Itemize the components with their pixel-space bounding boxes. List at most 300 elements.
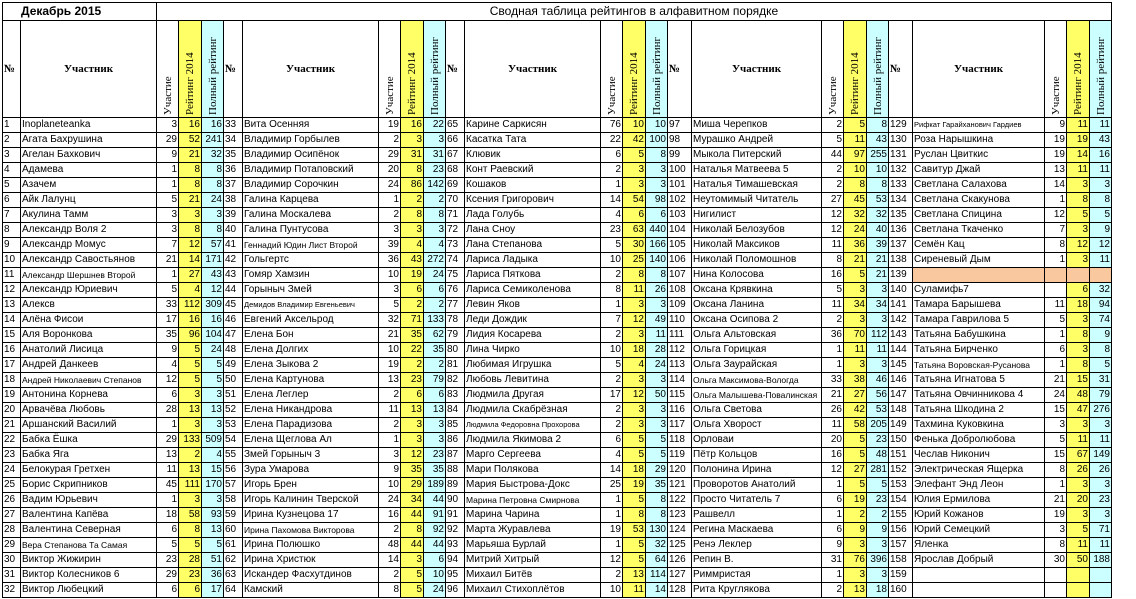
rating-2014: 19 — [1067, 133, 1090, 148]
rating-2014: 34 — [844, 298, 867, 313]
row-number: 125 — [668, 538, 692, 553]
full-rating: 11 — [1090, 118, 1112, 133]
full-rating: 74 — [1090, 313, 1112, 328]
row-number: 39 — [224, 208, 243, 223]
col-rating2014-header: Рейтинг 2014 — [179, 21, 202, 118]
row-number: 115 — [668, 388, 692, 403]
rating-2014: 53 — [623, 523, 646, 538]
participant-name: Людмила Якимова 2 — [465, 433, 601, 448]
rating-2014: 3 — [623, 403, 646, 418]
row-number: 121 — [668, 478, 692, 493]
full-rating: 35 — [646, 478, 668, 493]
table-row — [3, 208, 1112, 223]
participation-count: 5 — [1045, 313, 1067, 328]
participant-name: Елена Зыкова 2 — [243, 358, 379, 373]
full-rating: 23 — [1090, 493, 1112, 508]
full-rating: 53 — [867, 193, 889, 208]
participation-count: 24 — [379, 178, 401, 193]
participant-name: Ольга Хворост — [692, 418, 822, 433]
row-number: 94 — [446, 553, 465, 568]
col-name-header: Участник — [243, 21, 379, 118]
rating-2014: 8 — [179, 223, 202, 238]
table-row — [3, 193, 1112, 208]
participation-count: 21 — [157, 253, 179, 268]
row-number: 151 — [889, 448, 913, 463]
participation-count: 8 — [1045, 463, 1067, 478]
participation-count: 19 — [379, 358, 401, 373]
rating-2014: 3 — [1067, 343, 1090, 358]
participation-count: 31 — [822, 553, 844, 568]
rating-2014: 12 — [623, 313, 646, 328]
participation-count: 13 — [379, 373, 401, 388]
full-rating: 6 — [424, 388, 446, 403]
participant-name: Александр Воля 2 — [21, 223, 157, 238]
rating-2014 — [1067, 268, 1090, 283]
row-number: 70 — [446, 193, 465, 208]
participant-name: Inoplaneteanka — [21, 118, 157, 133]
rating-2014: 50 — [1067, 553, 1090, 568]
rating-2014: 31 — [401, 148, 424, 163]
table-row — [3, 583, 1112, 598]
participation-count: 8 — [379, 583, 401, 598]
table-row — [3, 148, 1112, 163]
full-rating: 71 — [1090, 523, 1112, 538]
participation-count: 6 — [157, 523, 179, 538]
row-number: 156 — [889, 523, 913, 538]
row-number: 75 — [446, 268, 465, 283]
participation-count: 10 — [379, 478, 401, 493]
rating-2014: 5 — [844, 478, 867, 493]
row-number: 159 — [889, 568, 913, 583]
row-number: 76 — [446, 283, 465, 298]
full-rating: 6 — [424, 553, 446, 568]
rating-2014: 11 — [1067, 433, 1090, 448]
rating-2014: 63 — [623, 223, 646, 238]
participation-count: 2 — [379, 388, 401, 403]
rating-2014: 25 — [623, 253, 646, 268]
row-number: 25 — [3, 478, 21, 493]
participant-name: Элефант Энд Леон — [913, 478, 1045, 493]
participation-count: 1 — [601, 508, 623, 523]
participation-count: 23 — [157, 553, 179, 568]
participant-name: Владимир Сорочкин — [243, 178, 379, 193]
col-rating2014-header: Рейтинг 2014 — [623, 21, 646, 118]
participant-name: Татьяна Шкодина 2 — [913, 403, 1045, 418]
full-rating: 309 — [202, 298, 224, 313]
table-row — [3, 403, 1112, 418]
rating-2014: 11 — [1067, 118, 1090, 133]
rating-2014: 36 — [844, 238, 867, 253]
participant-name: Татьяна Бирченко — [913, 343, 1045, 358]
participant-name: Акулина Тамм — [21, 208, 157, 223]
participant-name: Суламифь7 — [913, 283, 1045, 298]
full-rating: 93 — [202, 508, 224, 523]
participant-name: Александр Шершнев Второй — [21, 268, 157, 283]
rating-2014: 9 — [844, 523, 867, 538]
table-row — [3, 568, 1112, 583]
row-number: 38 — [224, 193, 243, 208]
participant-name: Евгений Аксельрод — [243, 313, 379, 328]
rating-2014: 5 — [844, 268, 867, 283]
rating-2014: 3 — [844, 538, 867, 553]
full-rating: 2 — [424, 193, 446, 208]
participant-name: Бабка Ёшка — [21, 433, 157, 448]
col-participation-header: Участие — [601, 21, 623, 118]
participation-count: 2 — [379, 208, 401, 223]
participant-name: Рита Кругляковa — [692, 583, 822, 598]
full-rating: 23 — [424, 448, 446, 463]
full-rating: 3 — [424, 433, 446, 448]
full-rating: 114 — [646, 568, 668, 583]
row-number: 7 — [3, 208, 21, 223]
participant-name: Михаил Битёв — [465, 568, 601, 583]
rating-2014: 5 — [401, 568, 424, 583]
participant-name: Ольга Малышева-Повалинская — [692, 388, 822, 403]
rating-2014: 3 — [1067, 508, 1090, 523]
rating-2014: 5 — [179, 358, 202, 373]
row-number: 37 — [224, 178, 243, 193]
row-number: 89 — [446, 478, 465, 493]
full-rating: 142 — [424, 178, 446, 193]
rating-2014: 22 — [401, 343, 424, 358]
participation-count: 11 — [822, 238, 844, 253]
table-row — [3, 118, 1112, 133]
participant-name: Агата Бахрушина — [21, 133, 157, 148]
participant-name: Виктор Колесников 6 — [21, 568, 157, 583]
row-number: 81 — [446, 358, 465, 373]
row-number: 93 — [446, 538, 465, 553]
participant-name: Неутомимый Читатель — [692, 193, 822, 208]
participant-name: Арвачёва Любовь — [21, 403, 157, 418]
row-number: 128 — [668, 583, 692, 598]
full-rating: 11 — [1090, 163, 1112, 178]
row-number: 54 — [224, 433, 243, 448]
participation-count: 12 — [1045, 208, 1067, 223]
rating-2014: 3 — [401, 418, 424, 433]
participant-name: Клювик — [465, 148, 601, 163]
full-rating: 4 — [202, 448, 224, 463]
participation-count: 9 — [822, 538, 844, 553]
rating-2014: 16 — [179, 118, 202, 133]
participation-count: 2 — [601, 373, 623, 388]
participation-count: 29 — [157, 433, 179, 448]
participant-name: Регина Маскаева — [692, 523, 822, 538]
participant-name: Тамара Барышева — [913, 298, 1045, 313]
row-number: 152 — [889, 463, 913, 478]
full-rating: 9 — [867, 523, 889, 538]
full-rating: 62 — [424, 328, 446, 343]
row-number: 116 — [668, 403, 692, 418]
full-rating: 12 — [202, 283, 224, 298]
full-rating: 31 — [1090, 373, 1112, 388]
table-row — [3, 253, 1112, 268]
rating-2014: 5 — [179, 373, 202, 388]
participation-count: 6 — [157, 583, 179, 598]
full-rating: 9 — [1090, 328, 1112, 343]
table-row — [3, 163, 1112, 178]
full-rating: 133 — [424, 313, 446, 328]
rating-2014: 5 — [179, 343, 202, 358]
full-rating: 5 — [1090, 358, 1112, 373]
participant-name: Валентина Северная — [21, 523, 157, 538]
participation-count: 2 — [601, 268, 623, 283]
rating-2014: 3 — [179, 418, 202, 433]
participation-count: 14 — [601, 193, 623, 208]
full-rating: 64 — [646, 553, 668, 568]
row-number: 160 — [889, 583, 913, 598]
participation-count: 1 — [601, 298, 623, 313]
rating-2014: 5 — [1067, 208, 1090, 223]
row-number: 118 — [668, 433, 692, 448]
participant-name: Татьяна Воровская-Русанова — [913, 358, 1045, 373]
participation-count: 1 — [822, 478, 844, 493]
row-number: 48 — [224, 343, 243, 358]
row-number: 127 — [668, 568, 692, 583]
row-number: 29 — [3, 538, 21, 553]
participant-name: Марина Чарина — [465, 508, 601, 523]
row-number: 87 — [446, 448, 465, 463]
full-rating: 112 — [867, 328, 889, 343]
full-rating: 14 — [646, 583, 668, 598]
participant-name: Ксения Григорович — [465, 193, 601, 208]
full-rating: 276 — [1090, 403, 1112, 418]
row-number: 91 — [446, 508, 465, 523]
full-rating: 3 — [1090, 178, 1112, 193]
full-rating: 255 — [867, 148, 889, 163]
participant-name: Николай Поломошнов — [692, 253, 822, 268]
rating-2014: 8 — [1067, 193, 1090, 208]
participation-count: 27 — [822, 193, 844, 208]
participant-name: Белокурая Гретхен — [21, 463, 157, 478]
rating-2014: 13 — [401, 403, 424, 418]
row-number: 84 — [446, 403, 465, 418]
rating-2014: 16 — [179, 313, 202, 328]
participation-count: 7 — [1045, 223, 1067, 238]
rating-2014: 8 — [179, 163, 202, 178]
col-participation-header: Участие — [157, 21, 179, 118]
participation-count — [1045, 283, 1067, 298]
participation-count: 1 — [157, 268, 179, 283]
row-number: 133 — [889, 178, 913, 193]
full-rating: 2 — [424, 298, 446, 313]
participation-count: 3 — [157, 208, 179, 223]
col-participation-header: Участие — [1045, 21, 1067, 118]
participation-count: 2 — [822, 178, 844, 193]
participant-name: Елена Бон — [243, 328, 379, 343]
row-number: 34 — [224, 133, 243, 148]
participation-count: 8 — [1045, 238, 1067, 253]
col-full-rating-header: Полный рейтинг — [646, 21, 668, 118]
full-rating: 10 — [867, 163, 889, 178]
full-rating: 509 — [202, 433, 224, 448]
row-number: 35 — [224, 148, 243, 163]
full-rating: 205 — [867, 418, 889, 433]
full-rating: 3 — [202, 208, 224, 223]
participant-name: Юрий Кожанов — [913, 508, 1045, 523]
rating-2014: 12 — [401, 448, 424, 463]
full-rating: 53 — [867, 403, 889, 418]
rating-2014: 3 — [401, 223, 424, 238]
full-rating: 44 — [424, 493, 446, 508]
participation-count: 13 — [1045, 163, 1067, 178]
participant-name: Кошаков — [465, 178, 601, 193]
participation-count: 1 — [601, 178, 623, 193]
participant-name: Ирина Кузнецова 17 — [243, 508, 379, 523]
full-rating: 9 — [1090, 223, 1112, 238]
rating-2014: 3 — [623, 298, 646, 313]
full-rating: 130 — [646, 523, 668, 538]
full-rating: 18 — [867, 583, 889, 598]
row-number: 36 — [224, 163, 243, 178]
row-number: 131 — [889, 148, 913, 163]
rating-2014: 5 — [623, 448, 646, 463]
participation-count: 36 — [379, 253, 401, 268]
row-number: 154 — [889, 493, 913, 508]
row-number: 64 — [224, 583, 243, 598]
participation-count: 2 — [601, 568, 623, 583]
participation-count: 14 — [1045, 178, 1067, 193]
full-rating: 43 — [1090, 133, 1112, 148]
full-rating: 79 — [1090, 388, 1112, 403]
rating-2014: 6 — [401, 283, 424, 298]
participant-name: Электрическая Ящерка — [913, 463, 1045, 478]
rating-2014: 13 — [844, 583, 867, 598]
table-row — [3, 538, 1112, 553]
participant-name: Оксана Крявкина — [692, 283, 822, 298]
row-number: 26 — [3, 493, 21, 508]
rating-2014: 5 — [623, 433, 646, 448]
row-number: 28 — [3, 523, 21, 538]
full-rating: 8 — [646, 508, 668, 523]
rating-2014: 48 — [1067, 388, 1090, 403]
rating-2014: 18 — [623, 463, 646, 478]
participant-name: Ренэ Леклер — [692, 538, 822, 553]
participant-name: Касатка Тата — [465, 133, 601, 148]
participant-name: Ирина Полюшко — [243, 538, 379, 553]
row-number: 97 — [668, 118, 692, 133]
rating-2014: 2 — [401, 358, 424, 373]
rating-2014: 4 — [401, 238, 424, 253]
row-number: 14 — [3, 313, 21, 328]
row-number: 72 — [446, 223, 465, 238]
participation-count: 9 — [1045, 118, 1067, 133]
rating-2014: 5 — [179, 538, 202, 553]
rating-2014: 15 — [1067, 373, 1090, 388]
rating-2014: 23 — [179, 568, 202, 583]
participation-count: 32 — [379, 313, 401, 328]
participation-count: 1 — [822, 358, 844, 373]
participant-name: Ольга Светова — [692, 403, 822, 418]
participation-count: 18 — [157, 508, 179, 523]
participation-count: 19 — [1045, 148, 1067, 163]
full-rating: 3 — [646, 403, 668, 418]
full-rating: 3 — [646, 373, 668, 388]
col-participation-header: Участие — [822, 21, 844, 118]
participation-count: 2 — [822, 118, 844, 133]
row-number: 114 — [668, 373, 692, 388]
table-row — [3, 283, 1112, 298]
full-rating: 11 — [1090, 433, 1112, 448]
rating-2014: 11 — [1067, 163, 1090, 178]
participant-name: Рашвелл — [692, 508, 822, 523]
rating-2014: 27 — [179, 268, 202, 283]
full-rating: 16 — [202, 313, 224, 328]
participant-name: Тахмина Куковкина — [913, 418, 1045, 433]
rating-2014: 3 — [179, 388, 202, 403]
col-full-rating-header: Полный рейтинг — [1090, 21, 1112, 118]
participation-count: 20 — [822, 433, 844, 448]
participant-name: Просто Читатель 7 — [692, 493, 822, 508]
col-number-header: № — [446, 21, 465, 118]
participation-count: 11 — [822, 418, 844, 433]
full-rating: 21 — [867, 253, 889, 268]
participation-count: 1 — [157, 178, 179, 193]
row-number: 60 — [224, 523, 243, 538]
rating-2014: 8 — [1067, 328, 1090, 343]
rating-2014: 27 — [844, 388, 867, 403]
participant-name: Елена Парадизова — [243, 418, 379, 433]
participation-count: 5 — [157, 538, 179, 553]
participant-name: Роза Нарышкина — [913, 133, 1045, 148]
participant-name: Вадим Юрьевич — [21, 493, 157, 508]
full-rating: 8 — [202, 223, 224, 238]
rating-2014: 12 — [623, 388, 646, 403]
rating-2014: 3 — [623, 163, 646, 178]
participant-name: Мария Быстрова-Докс — [465, 478, 601, 493]
full-rating: 5 — [202, 373, 224, 388]
col-number-header: № — [668, 21, 692, 118]
participant-name: Светлана Салахова — [913, 178, 1045, 193]
rating-2014: 3 — [179, 493, 202, 508]
row-number: 136 — [889, 223, 913, 238]
participation-count: 21 — [1045, 493, 1067, 508]
full-rating: 3 — [646, 298, 668, 313]
rating-2014: 4 — [623, 358, 646, 373]
participation-count: 7 — [157, 238, 179, 253]
col-rating2014-header: Рейтинг 2014 — [1067, 21, 1090, 118]
rating-2014: 14 — [179, 253, 202, 268]
participant-name: Ирина Пахомова Викторова — [243, 523, 379, 538]
row-number: 132 — [889, 163, 913, 178]
participation-count: 10 — [379, 343, 401, 358]
row-number: 68 — [446, 163, 465, 178]
rating-2014: 133 — [179, 433, 202, 448]
participant-name: Айк Лалунц — [21, 193, 157, 208]
participation-count: 2 — [822, 313, 844, 328]
participant-name: Горыныч Змей — [243, 283, 379, 298]
participation-count: 2 — [379, 418, 401, 433]
row-number: 45 — [224, 298, 243, 313]
participant-name: Николай Белозубов — [692, 223, 822, 238]
full-rating: 171 — [202, 253, 224, 268]
participation-count: 21 — [379, 328, 401, 343]
ratings-table — [2, 2, 1112, 598]
participant-name: Нигилист — [692, 208, 822, 223]
full-rating: 149 — [1090, 448, 1112, 463]
participation-count: 8 — [1045, 538, 1067, 553]
participation-count: 2 — [822, 583, 844, 598]
rating-2014: 6 — [401, 388, 424, 403]
rating-2014: 5 — [401, 583, 424, 598]
table-row — [3, 268, 1112, 283]
participant-name: Наталья Матвеева 5 — [692, 163, 822, 178]
participant-name: Лариса Ладыка — [465, 253, 601, 268]
participant-name — [913, 268, 1045, 283]
row-number: 139 — [889, 268, 913, 283]
full-rating — [1090, 268, 1112, 283]
full-rating: 24 — [424, 583, 446, 598]
participant-name: Галина Карцева — [243, 193, 379, 208]
